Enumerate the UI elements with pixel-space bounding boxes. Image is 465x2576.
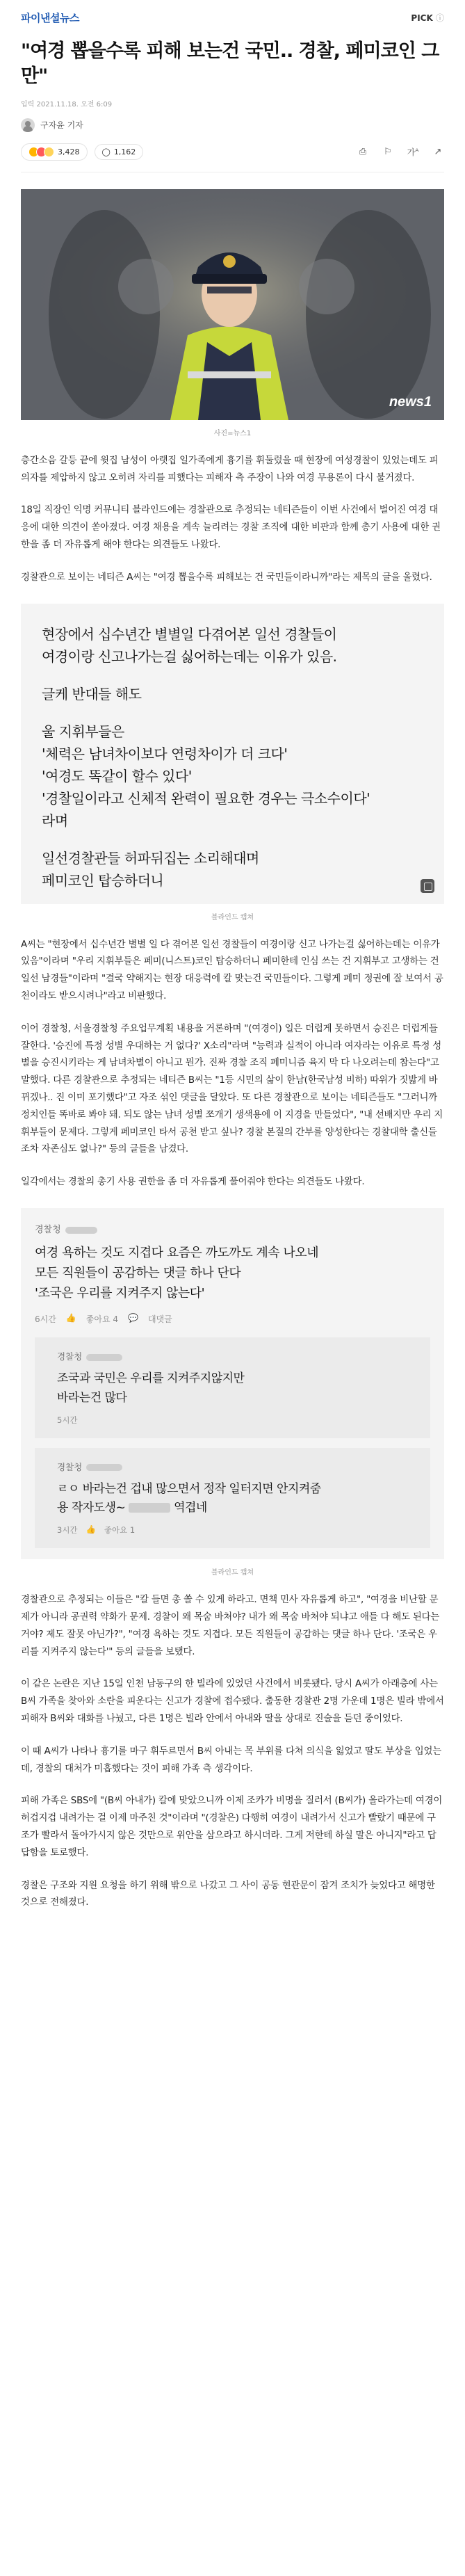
comment-likes: 좋아요 4 bbox=[85, 1314, 119, 1325]
reply-likes: 좋아요 1 bbox=[104, 1525, 136, 1536]
comment-line: 여경 욕하는 것도 지겹다 요즘은 까도까도 계속 나오네 bbox=[35, 1246, 319, 1261]
article-tools bbox=[357, 145, 444, 158]
top-bar bbox=[21, 0, 444, 35]
reply-text bbox=[57, 1369, 416, 1407]
reactions bbox=[21, 143, 143, 161]
reply-user bbox=[57, 1350, 416, 1362]
blurred-text bbox=[129, 1503, 170, 1513]
pick-badge[interactable] bbox=[411, 12, 444, 24]
reply-line bbox=[57, 1389, 416, 1408]
article-paragraph: 층간소음 갈등 끝에 윗집 남성이 아랫집 일가족에게 흉기를 휘둘렀을 때 현장에 여성경찰이 있었는데도 피의자를 제압하지 않고 오히려 자리를 피했다는 피해자 측 주장이 나와 여경 무용론이 다시 불거졌다. bbox=[21, 455, 439, 483]
author-row[interactable] bbox=[21, 118, 444, 132]
reply-line: 조국과 국민은 우리를 지켜주지않지만 bbox=[57, 1371, 245, 1386]
article-paragraph: 경찰관으로 보이는 네티즌 A씨는 "여경 뽑을수록 피해보는 건 국민들이라니까"라는 제목의 글을 올렸다. bbox=[21, 572, 432, 583]
blurred-nickname bbox=[86, 1464, 122, 1471]
comment-reply: 대댓글 bbox=[147, 1314, 172, 1325]
reply-line bbox=[57, 1499, 416, 1518]
reply-icon: 💬 bbox=[128, 1313, 138, 1323]
font-size-label: 가 bbox=[407, 147, 416, 157]
reaction-count: 3,428 bbox=[58, 147, 80, 156]
reply-fragment: 바라는건 많다 bbox=[57, 1390, 127, 1405]
image-expand-icon[interactable] bbox=[421, 879, 434, 893]
reply-time: 5시간 bbox=[57, 1415, 78, 1425]
comment-button[interactable] bbox=[95, 144, 144, 160]
capture-caption: 블라인드 캡쳐 bbox=[211, 1569, 254, 1577]
capture-line: 울 지휘부들은 bbox=[42, 723, 124, 740]
article-date: 입력 2021.11.18. 오전 6:09 bbox=[21, 100, 113, 108]
reaction-emoji-icons bbox=[28, 147, 51, 157]
press-logo[interactable] bbox=[21, 10, 79, 25]
news1-watermark: news1 bbox=[389, 394, 432, 410]
photo-caption: 사진=뉴스1 bbox=[213, 429, 252, 437]
capture-line: '경찰일이라고 신체적 완력이 필요한 경우는 극소수이다' bbox=[42, 789, 370, 807]
comment-line: '조국은 우리를 지켜주지 않는다' bbox=[35, 1285, 205, 1301]
comment-line: 모든 직원들이 공감하는 댓글 하나 단다 bbox=[35, 1265, 241, 1280]
blurred-nickname bbox=[86, 1354, 122, 1361]
capture-caption: 블라인드 캡쳐 bbox=[211, 913, 254, 921]
action-row bbox=[21, 143, 444, 172]
pick-label: PICK bbox=[411, 13, 433, 23]
author-name[interactable]: 구자윤 기자 bbox=[40, 120, 83, 131]
reply-user bbox=[57, 1460, 416, 1473]
police-officer-illustration bbox=[21, 189, 444, 420]
comment-user bbox=[35, 1222, 430, 1235]
reply-fragment: 용 작자도생~ bbox=[57, 1500, 126, 1515]
blurred-nickname bbox=[65, 1227, 97, 1234]
info-icon[interactable]: ⓘ bbox=[435, 13, 444, 23]
share-icon[interactable]: ↗ bbox=[434, 146, 442, 157]
capture-line: 라며 bbox=[42, 812, 68, 829]
capture-line: 페미코인 탑승하더니 bbox=[42, 871, 164, 889]
article-headline: "여경 뽑을수록 피해 보는건 국민.. 경찰, 페미코인 그만" bbox=[21, 40, 439, 88]
article-photo[interactable] bbox=[21, 189, 444, 420]
article-paragraph: 이 같은 논란은 지난 15일 인천 남동구의 한 빌라에 있었던 사건에서 비롯됐다. 당시 A씨가 아래층에 사는 B씨 가족을 찾아와 소란을 피운다는 신고가 경찰에 접수됐다. 출동한 경찰관 2명 가운데 1명은 빌라 밖에서 피해자 B씨와 대화를 나눴고, 다른 1명은 빌라 안에서 아내와 딸을 상대로 진술을 듣던 중이었다. bbox=[21, 1679, 444, 1724]
comment-meta bbox=[35, 1313, 430, 1325]
print-icon[interactable]: ⎙ bbox=[359, 146, 367, 157]
reply-line: ㄹㅇ 바라는건 겁내 많으면서 정작 일터지면 안지켜줌 bbox=[57, 1481, 321, 1496]
reply-item bbox=[35, 1337, 430, 1438]
like-icon: 👍 bbox=[65, 1313, 76, 1323]
article-paragraph: 일각에서는 경찰의 총기 사용 권한을 좀 더 자유롭게 풀어줘야 한다는 의견들도 나왔다. bbox=[21, 1177, 365, 1188]
reaction-button[interactable] bbox=[21, 143, 88, 161]
article-paragraph: 경찰은 구조와 지원 요청을 하기 위해 밖으로 나갔고 그 사이 공동 현관문이 잠겨 조치가 늦었다고 해명한 것으로 전해졌다. bbox=[21, 1880, 435, 1908]
comment-user-company: 경찰청 bbox=[35, 1225, 61, 1236]
comment-icon: ◯ bbox=[101, 147, 111, 156]
blind-post-capture[interactable] bbox=[21, 604, 444, 904]
comment-time: 6시간 bbox=[35, 1314, 56, 1325]
article-paragraph: A씨는 "현장에서 십수년간 별별 일 다 겪어본 일선 경찰들이 여경이랑 신고 나가는걸 싫어하는데는 이유가 있음"이라며 "우리 지휘부들은 페미(니스트)코인 탑승하더니 페미한테 인심 쓰는 건 지휘부고 고생하는 건 일선 남경들"이라며 "결국 약해지는 현장 대응력에 칼 맞는건 국민들이다. 그렇게 페미 정권에 잘 보여서 공천이라도 받으시려나"라고 비판했다. bbox=[21, 939, 443, 1002]
article-paragraph: 이 때 A씨가 나타나 흉기를 마구 휘두르면서 B씨 아내는 목 부위를 다쳐 의식을 잃었고 딸도 부상을 입었는데, 경찰의 대처가 미흡했다는 것이 피해 가족 측 생각이다. bbox=[21, 1746, 441, 1774]
reply-time: 3시간 bbox=[57, 1525, 78, 1536]
capture-line: '여경도 똑같이 할수 있다' bbox=[42, 767, 192, 784]
reply-user-company: 경찰청 bbox=[57, 1351, 83, 1362]
article-paragraph: 18일 직장인 익명 커뮤니티 블라인드에는 경찰관으로 추정되는 네티즌들이 이번 사건에서 벌어진 여경 대응에 대한 의견이 쏟아졌다. 여경 채용을 계속 늘리려는 경찰 조직에 대한 비판과 함께 총기 사용에 대한 권한을 좀 더 자유롭게 해야 한다는 의견들도 나왔다. bbox=[21, 505, 441, 551]
reply-item bbox=[35, 1448, 430, 1548]
press-logo-text: 파이낸셜뉴스 bbox=[21, 12, 79, 24]
font-size-icon[interactable]: 가 ᴬ bbox=[407, 147, 419, 157]
article-paragraph: 피해 가족은 SBS에 "(B씨 아내가) 칼에 맞았으니까 이제 조카가 비명을 질러서 (B씨가) 올라가는데 여경이 허겁지겁 내려가는 걸 이제 마주친 것"이라며 "(경찰은) 다행히 여경이 내려가서 신고가 빨랐기 때문에 구조가 빨라서 돌아가시지 않은 것만으로 위안을 삼으라고 하시더라. 그게 저한테 하실 말은 아니지"라고 답답함을 토로했다. bbox=[21, 1796, 443, 1858]
capture-line: 글케 반대들 해도 bbox=[42, 685, 142, 702]
sad-emoji-icon bbox=[44, 147, 54, 157]
subscribe-icon[interactable]: ⚐ bbox=[384, 146, 392, 157]
reply-text bbox=[57, 1480, 416, 1518]
reply-meta bbox=[57, 1524, 416, 1536]
comment-text bbox=[35, 1243, 430, 1303]
article-paragraph: 이어 경찰청, 서울경찰청 주요업무계획 내용을 거론하며 "(여경이) 일은 더럽게 못하면서 승진은 더럽게들 잘한다. '승진에 특정 성별 우대하는 거 없다?' X소리"라며 "능력과 실적이 아니라 여자라는 이유로 특정 성별을 승진시키라는 게 남녀차별이 아니고 뭔가. 진짜 경찰 조직 페미니즘 육지 막 다 나오려는데 참는다"고 말했다. 다른 경찰관으로 추정되는 네티즌 B씨는 "1등 시민의 삶이 한남(한국남성 비하) 따위가 짓밟게 바뀌겠나.. 진 이미 포기했다"고 자조 섞인 댓글을 달았다. 또 다른 경찰관으로 보이는 네티즌들도 "그러니까 정치인들 똑바로 봐야 돼. 되도 않는 남녀 성별 쪼개기 생색용에 이 지경을 만들었다", "내 선배지만 우리 지휘부들이 문제다. 그렇게 페미코인 타서 공천 받고 싶나? 경찰 본질의 간부를 양성한다는 경찰대학 출신들 조차 자존심도 없나?" 등의 글들을 남겼다. bbox=[21, 1023, 443, 1155]
reply-fragment: 역겹네 bbox=[174, 1500, 207, 1515]
article-paragraph: 경찰관으로 추정되는 이들은 "칼 들면 총 쏠 수 있게 하라고. 면책 민사 자유롭게 하고", "여경을 비난할 문제가 아니라 공권력 약화가 문제. 경찰이 왜 목숨 바쳐야? 내가 왜 목숨 바쳐야 되냐고 애들 다 해도 된다는 거야? 제도 잘못 아닌가?", "여경 욕하는 것도 지겹다. 모든 직원들이 공감하는 댓글 하나 단다. '조국은 우리를 지켜주지 않는다'" 등의 글들을 보탰다. bbox=[21, 1595, 440, 1657]
capture-line: 현장에서 십수년간 별별일 다겪어본 일선 경찰들이 bbox=[42, 625, 337, 643]
comment-count: 1,162 bbox=[113, 147, 136, 156]
capture-line: 여경이랑 신고나가는걸 싫어하는데는 이유가 있음. bbox=[42, 647, 337, 665]
capture-line: '체력은 남녀차이보다 연령차이가 더 크다' bbox=[42, 745, 288, 762]
like-icon: 👍 bbox=[85, 1524, 96, 1535]
capture-line: 일선경찰관들 허파뒤집는 소리해대며 bbox=[42, 849, 259, 867]
author-avatar[interactable] bbox=[21, 118, 35, 132]
blind-comment-capture[interactable] bbox=[21, 1208, 444, 1559]
reply-meta bbox=[57, 1415, 416, 1426]
reply-user-company: 경찰청 bbox=[57, 1461, 83, 1472]
